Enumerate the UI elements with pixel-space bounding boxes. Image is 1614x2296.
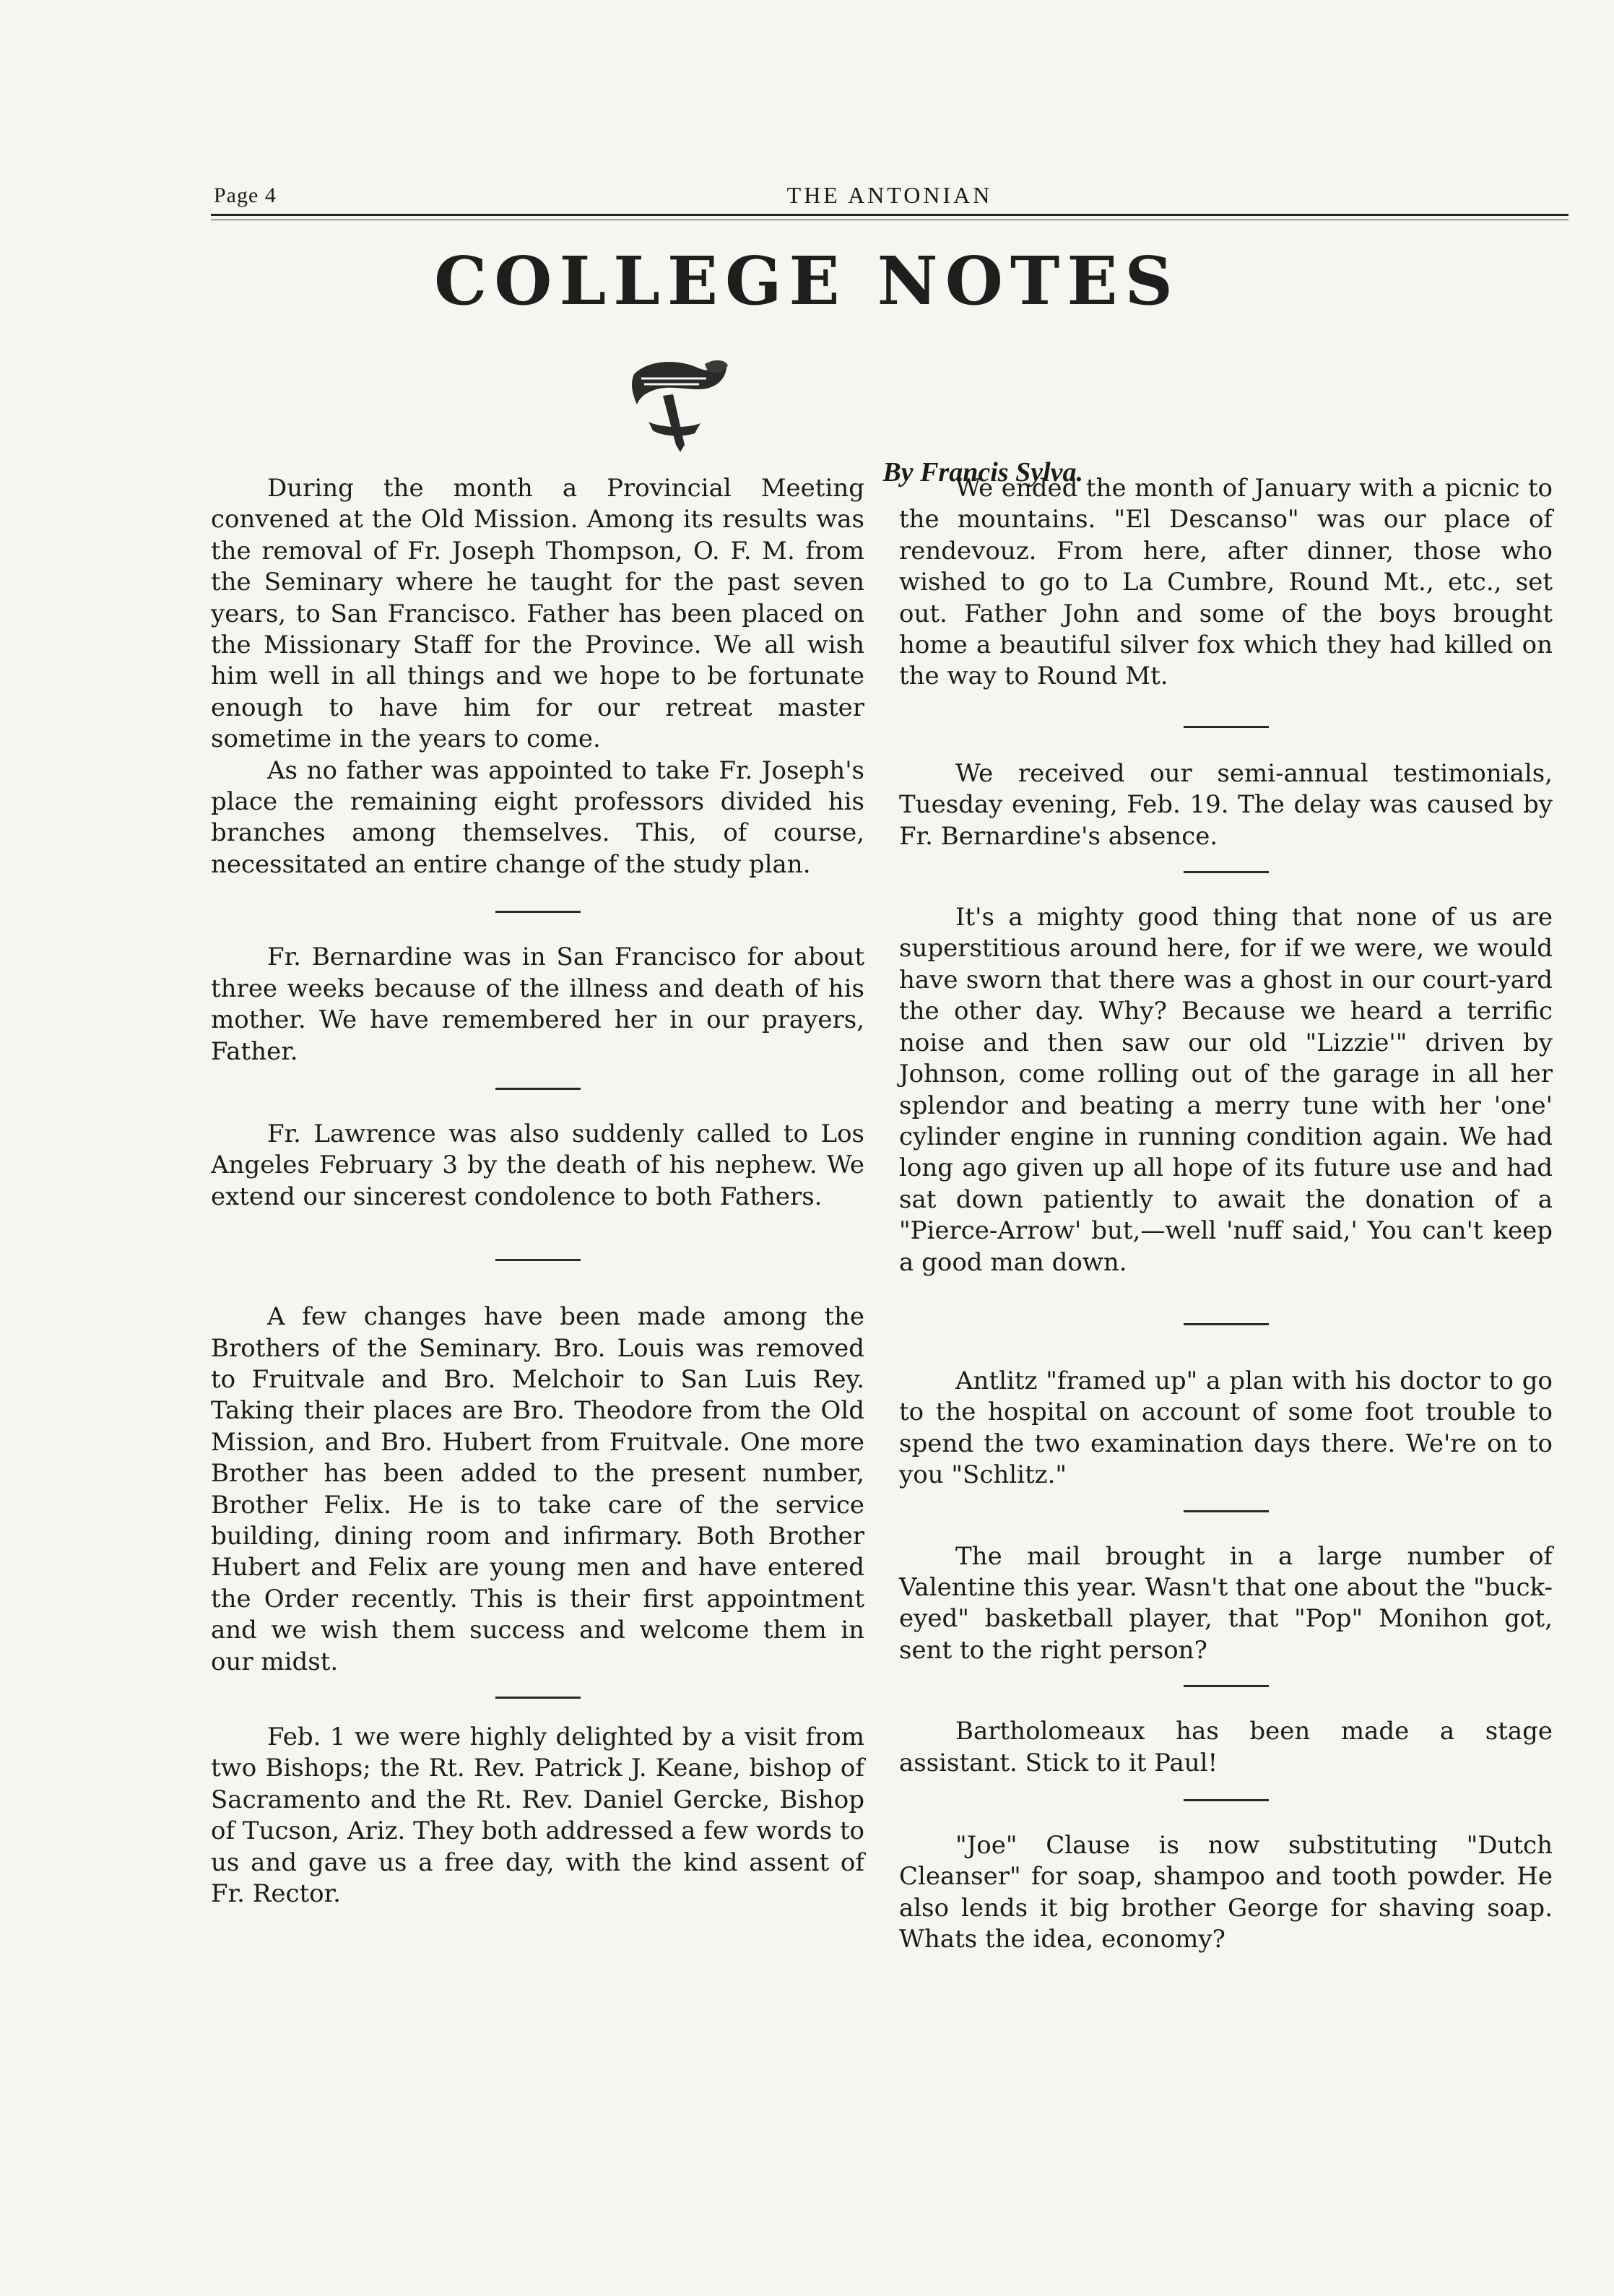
article-paragraph: We received our semi-annual testimonials, Tuesday evening, Feb. 19. The delay was caused by Fr. Bernardine's absence. — [899, 758, 1553, 851]
article-paragraph: During the month a Provincial Meeting convened at the Old Mission. Among its results was the removal of Fr. Joseph Thompson, O. F. M. from the Seminary where he taught for the past seven years, to San Francisco. Father has been placed on the Missionary Staff for the Province. We all wish him well in all things and we hope to be fortunate enough to have him for our retreat master sometime in the years to come. — [211, 474, 864, 754]
page-number: Page 4 — [214, 183, 277, 207]
quill-and-scroll-icon — [620, 352, 735, 454]
section-title: COLLEGE NOTES — [434, 242, 1180, 320]
article-paragraph: Bartholomeaux has been made a stage assistant. Stick to it Paul! — [899, 1717, 1553, 1777]
article-paragraph: We ended the month of January with a picnic to the mountains. "El Descanso" was our place of rendevouz. From here, after dinner, those who wished to go to La Cumbre, Round Mt., etc., set out. Father John and some of the boys brought home a beautiful silver fox which they had killed on the way to Round Mt. — [899, 474, 1553, 691]
newspaper-name: THE ANTONIAN — [786, 182, 993, 208]
article-paragraph: Antlitz "framed up" a plan with his doctor to go to the hospital on account of some foot trouble to spend the two examination days there. We're on to you "Schlitz." — [899, 1366, 1553, 1490]
article-paragraph: Fr. Bernardine was in San Francisco for about three weeks because of the illness and death of his mother. We have remembered her in our prayers, Father. — [211, 943, 864, 1066]
left-column — [211, 473, 864, 1910]
article-paragraph: Feb. 1 we were highly delighted by a visit from two Bishops; the Rt. Rev. Patrick J. Keane, bishop of Sacramento and the Rt. Rev. Daniel Gercke, Bishop of Tucson, Ariz. They both addressed a few words to us and gave us a free day, with the kind assent of Fr. Rector. — [211, 1723, 864, 1909]
article-paragraph: The mail brought in a large number of Valentine this year. Wasn't that one about the "buck-eyed" basketball player, that "Pop" Monihon got, sent to the right person? — [899, 1541, 1553, 1665]
article-paragraph: A few changes have been made among the Brothers of the Seminary. Bro. Louis was removed to Fruitvale and Bro. Melchoir to San Luis Rey. Taking their places are Bro. Theodore from the Old Mission, and Bro. Hubert from Fruitvale. One more Brother has been added to the present number, Brother Felix. He is to take care of the service building, dining room and infirmary. Both Brother Hubert and Felix are young men and have entered the Order recently. This is their first appointment and we wish them success and welcome them in our midst. — [211, 1302, 864, 1676]
byline: By Francis Sylva. — [882, 457, 1083, 488]
article-paragraph: "Joe" Clause is now substituting "Dutch Cleanser" for soap, shampoo and tooth powder. He also lends it big brother George for shaving soap. Whats the idea, economy? — [899, 1831, 1553, 1954]
page-header — [211, 181, 1569, 216]
article-paragraph: As no father was appointed to take Fr. Joseph's place the remaining eight professors divided his branches among themselves. This, of course, necessitated an entire change of the study plan. — [211, 755, 864, 879]
article-paragraph: Fr. Lawrence was also suddenly called to Los Angeles February 3 by the death of his nephew. We extend our sincerest condolence to both Fathers. — [211, 1119, 864, 1211]
article-paragraph: It's a mighty good thing that none of us are superstitious around here, for if we were, we would have sworn that there was a ghost in our court-yard the other day. Why? Because we heard a terrific noise and then saw our old "Lizzie'" driven by Johnson, come rolling out of the garage in all her splendor and beating a merry tune with her 'one' cylinder engine in running condition again. We had long ago given up all hope of its future use and had sat down patiently to await the donation of a "Pierce-Arrow' but,—well 'nuff said,' You can't keep a good man down. — [899, 903, 1553, 1277]
right-column — [899, 473, 1553, 1956]
